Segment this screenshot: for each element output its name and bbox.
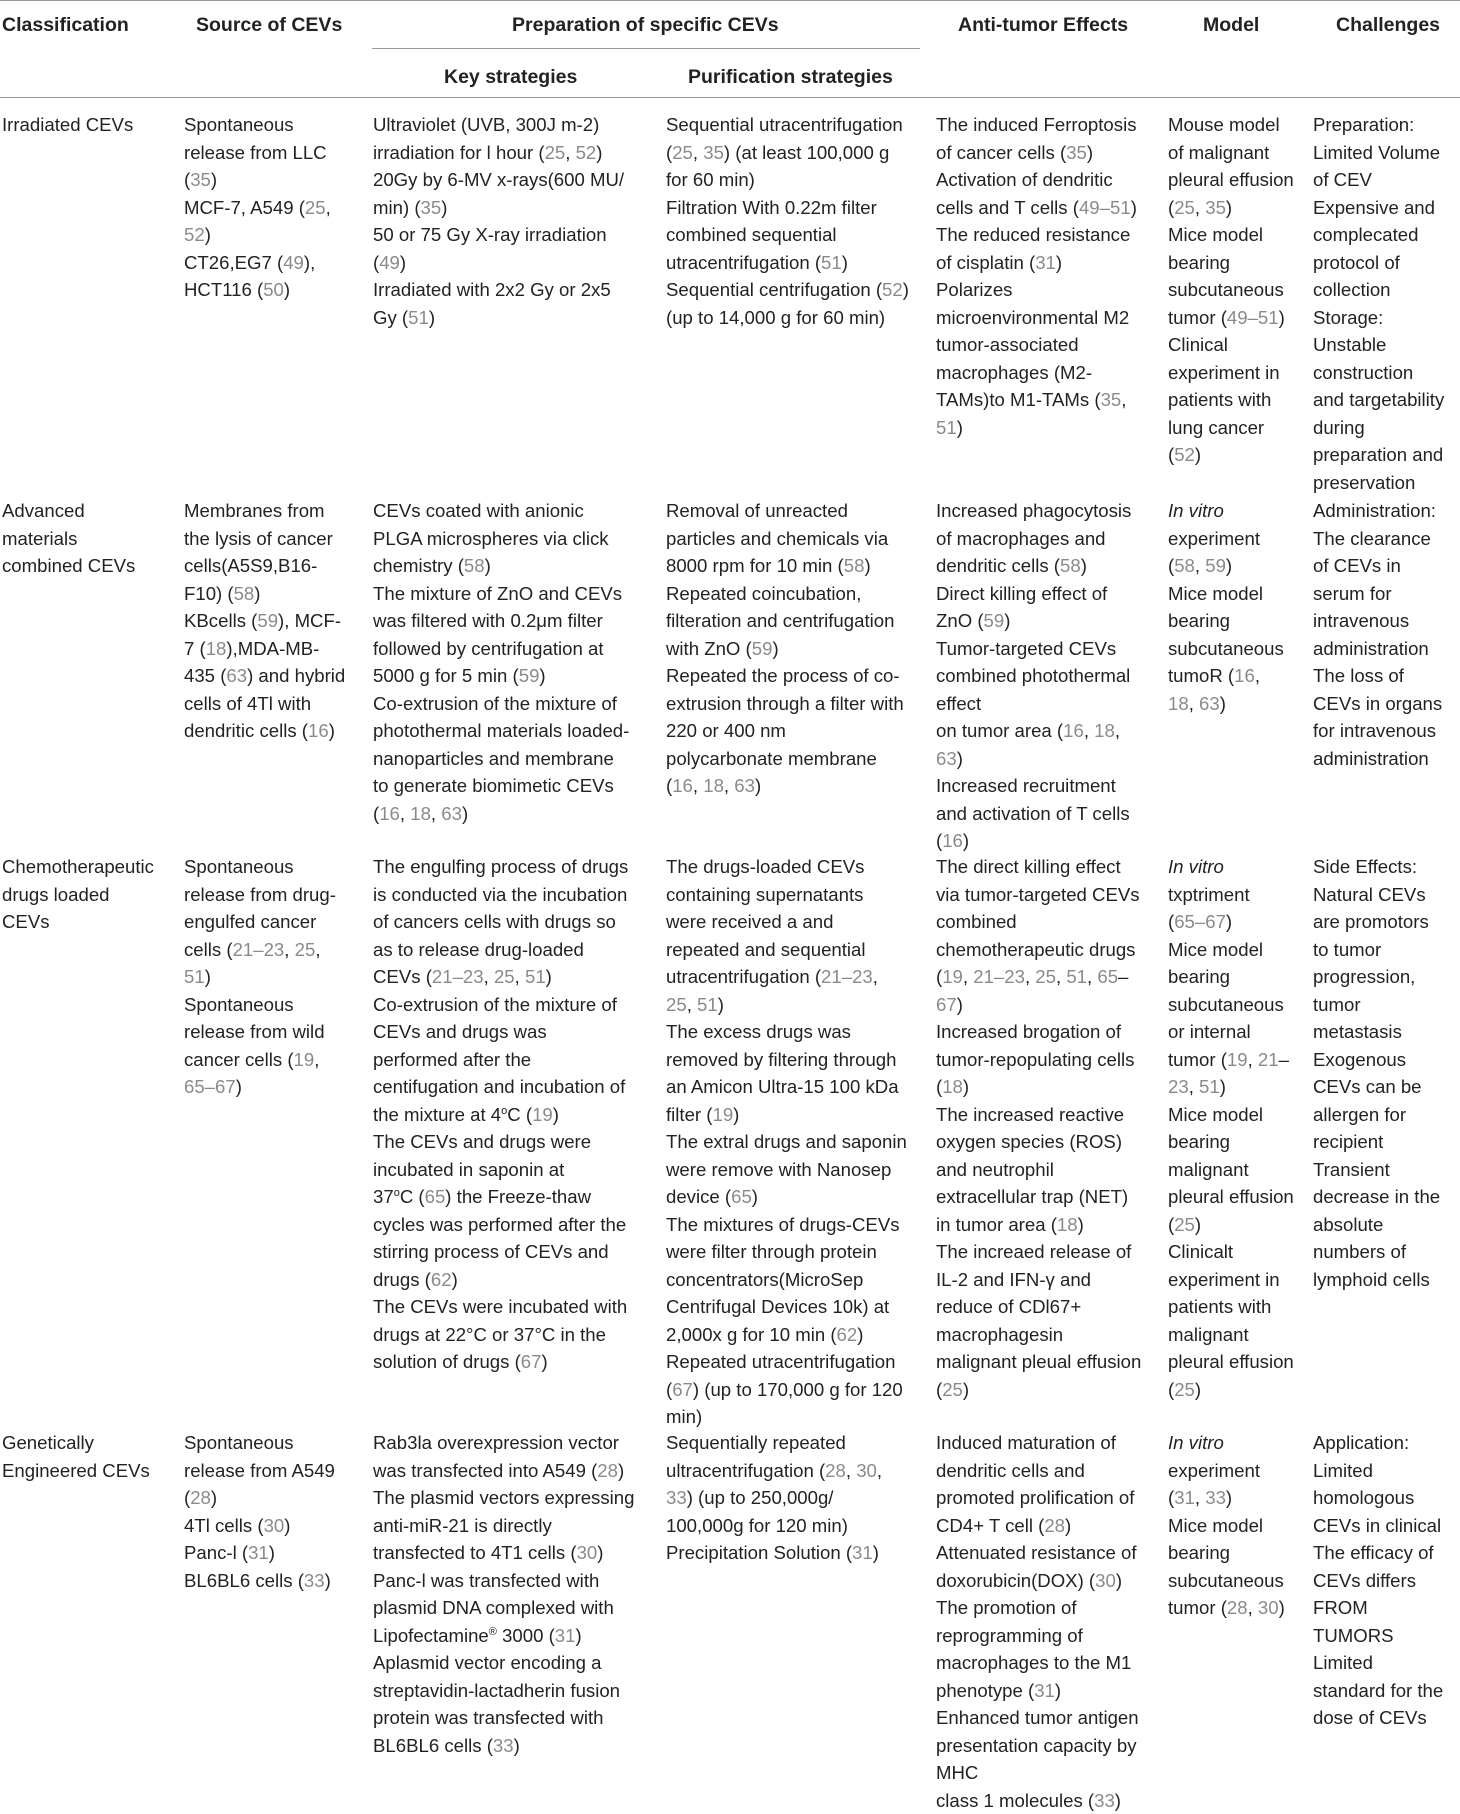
row3-key [373,853,663,1376]
row3-source: Spontaneous release from drug- engulfed cancer cells (21–23, 25, 51) Spontaneous release from wild cancer cells (19, 65–67) [184,856,336,1097]
row4-classification: Genetically Engineered CEVs [2,1432,150,1481]
row4-model-italic: In vitro [1168,1432,1224,1453]
row2-challenges: Administration: The clearance of CEVs in serum for intravenous administration The loss of CEVs in organs for intravenous administration [1313,500,1443,769]
row3-key-part2: C (19) The CEVs and drugs were incubated in saponin at 37 [373,1103,592,1207]
row1-model: Mouse model of malignant pleural effusion (25, 35) Mice model bearing subcutaneous tumor (49–51) Clinical experiment in patients with lung cancer (52) [1168,114,1294,465]
row3-model-text: txptriment (65–67) Mice model bearing subcutaneous or internal tumor (19, 21– 23, 51) Mice model bearing malignant pleural effusion (25) Clinicalt experiment in patients with malignant pleural effusion (25) [1168,883,1294,1400]
row3-classification: Chemotherapeutic drugs loaded CEVs [2,856,154,932]
row2-key: CEVs coated with anionic PLGA microspheres via click chemistry (58) The mixture of ZnO and CEVs was filtered with 0.2μm filter followed by centrifugation at 5000 g for 5 min (59) Co-extrusion of the mixture of photothermal materials loaded- nanoparticles and membrane to generate biomimetic CEVs (16, 18, 63) [373,500,630,824]
header-source: Source of CEVs [196,14,343,36]
row3-model-italic: In vitro [1168,856,1224,877]
row3-key-part1: The engulfing process of drugs is conducted via the incubation of cancers cells with drugs so as to release drug-loaded CEVs (21–23, 25, 51) Co-extrusion of the mixture of CEVs and drugs was performed after the centifugation and incubation of the mixture at 4 [373,856,629,1125]
row4-key-registered: ® [488,1625,497,1638]
row2-purification: Removal of unreacted particles and chemicals via 8000 rpm for 10 min (58) Repeated coincubation, filteration and centrifugation with ZnO (59) Repeated the process of co- extrusion through a filter with 220 or 400 nm polycarbonate membrane (16, 18, 63) [666,500,904,796]
header-purification: Purification strategies [688,66,893,88]
row3-model [1168,853,1313,1403]
header-model: Model [1203,14,1260,36]
row4-antitumor: Induced maturation of dendritic cells and promoted prolification of CD4+ T cell (28) Attenuated resistance of doxorubicin(DOX) (30) The promotion of reprogramming of macrophages to the M1 phenotype (31) Enhanced tumor antigen presentation capacity by MHC class 1 molecules (33) [936,1432,1139,1811]
row4-purification: Sequentially repeated ultracentrifugation (28, 30, 33) (up to 250,000g/ 100,000g for 120 min) Precipitation Solution (31) [666,1432,883,1563]
header-classification: Classification [2,14,129,36]
row4-key-part1: Rab3la overexpression vector was transfected into A549 (28) The plasmid vectors expressing anti-miR-21 is directly transfected to 4T1 cells (30) Panc-l was transfected with plasmid DNA complexed with Lipofectamine [373,1432,635,1646]
header-preparation: Preparation of specific CEVs [512,14,779,36]
row3-challenges: Side Effects: Natural CEVs are promotors to tumor progression, tumor metastasis Exogenous CEVs can be allergen for recipient Transient decrease in the absolute numbers of lymphoid cells [1313,856,1441,1290]
row4-source: Spontaneous release from A549 (28) 4Tl cells (30) Panc-l (31) BL6BL6 cells (33) [184,1432,335,1591]
row1-source: Spontaneous release from LLC (35) MCF-7, A549 (25, 52) CT26,EG7 (49), HCT116 (50) [184,114,331,300]
top-rule [0,0,1460,1]
row3-key-degree-1: o [501,1104,508,1117]
header-key-strategies: Key strategies [444,66,578,88]
row1-challenges: Preparation: Limited Volume of CEV Expensive and complecated protocol of collection Storage: Unstable construction and targetability during preparation and preservation [1313,114,1445,493]
row4-model-text: experiment (31, 33) Mice model bearing subcutaneous tumor (28, 30) [1168,1459,1285,1618]
row2-model-text: experiment (58, 59) Mice model bearing subcutaneous tumoR (16, 18, 63) [1168,527,1284,714]
row2-model [1168,497,1313,717]
preparation-group-rule [372,48,920,49]
row2-antitumor: Increased phagocytosis of macrophages and dendritic cells (58) Direct killing effect of ZnO (59) Tumor-targeted CEVs combined photothermal effect on tumor area (16, 18, 63) Increased recruitment and activation of T cells (16) [936,500,1132,851]
row3-key-part3: C (65) the Freeze-thaw cycles was performed after the stirring process of CEVs and drugs (62) The CEVs were incubated with drugs at 22°C or 37°C in the solution of drugs (67) [373,1186,628,1372]
row4-key-part2: 3000 (31) Aplasmid vector encoding a streptavidin-lactadherin fusion protein was transfected with BL6BL6 cells (33) [373,1624,621,1756]
row3-key-degree-2: o [393,1186,400,1199]
row4-key [373,1429,663,1759]
row2-classification: Advanced materials combined CEVs [2,500,136,576]
row1-key: Ultraviolet (UVB, 300J m-2) irradiation for l hour (25, 52) 20Gy by 6-MV x-rays(600 MU/ min) (35) 50 or 75 Gy X-ray irradiation (49) Irradiated with 2x2 Gy or 2x5 Gy (51) [373,114,625,328]
row4-model [1168,1429,1313,1622]
row1-classification: Irradiated CEVs [2,114,134,135]
row1-antitumor: The induced Ferroptosis of cancer cells (35) Activation of dendritic cells and T cells (49–51) The reduced resistance of cisplatin (31) Polarizes microenvironmental M2 tumor-associated macrophages (M2- TAMs)to M1-TAMs (35, 51) [936,114,1137,438]
header-challenges: Challenges [1336,14,1441,36]
row2-model-italic: In vitro [1168,500,1224,521]
row4-challenges: Application: Limited homologous CEVs in clinical The efficacy of CEVs differs FROM TUMORS Limited standard for the dose of CEVs [1313,1432,1444,1728]
header-antitumor: Anti-tumor Effects [958,14,1129,36]
row1-purification: Sequential utracentrifugation (25, 35) (at least 100,000 g for 60 min) Filtration With 0.22m filter combined sequential utracentrifugation (51) Sequential centrifugation (52) (up to 14,000 g for 60 min) [666,114,909,328]
row3-purification: The drugs-loaded CEVs containing supernatants were received a and repeated and sequential utracentrifugation (21–23, 25, 51) The excess drugs was removed by filtering through an Amicon Ultra-15 100 kDa filter (19) The extral drugs and saponin were remove with Nanosep device (65) The mixtures of drugs-CEVs were filter through protein concentrators(MicroSep Centrifugal Devices 10k) at 2,000x g for 10 min (62) Repeated utracentrifugation (67) (up to 170,000 g for 120 min) [666,856,907,1427]
row2-source: Membranes from the lysis of cancer cells(A5S9,B16- F10) (58) KBcells (59), MCF- 7 (18),MDA-MB- 435 (63) and hybrid cells of 4Tl with dendritic cells (16) [184,500,346,741]
row3-antitumor: The direct killing effect via tumor-targeted CEVs combined chemotherapeutic drugs (19, 21–23, 25, 51, 65– 67) Increased brogation of tumor-repopulating cells (18) The increased reactive oxygen species (ROS) and neutrophil extracellular trap (NET) in tumor area (18) The increaed release of IL-2 and IFN-γ and reduce of CDl67+ macrophagesin malignant pleual effusion (25) [936,856,1142,1400]
header-rule [0,97,1460,98]
